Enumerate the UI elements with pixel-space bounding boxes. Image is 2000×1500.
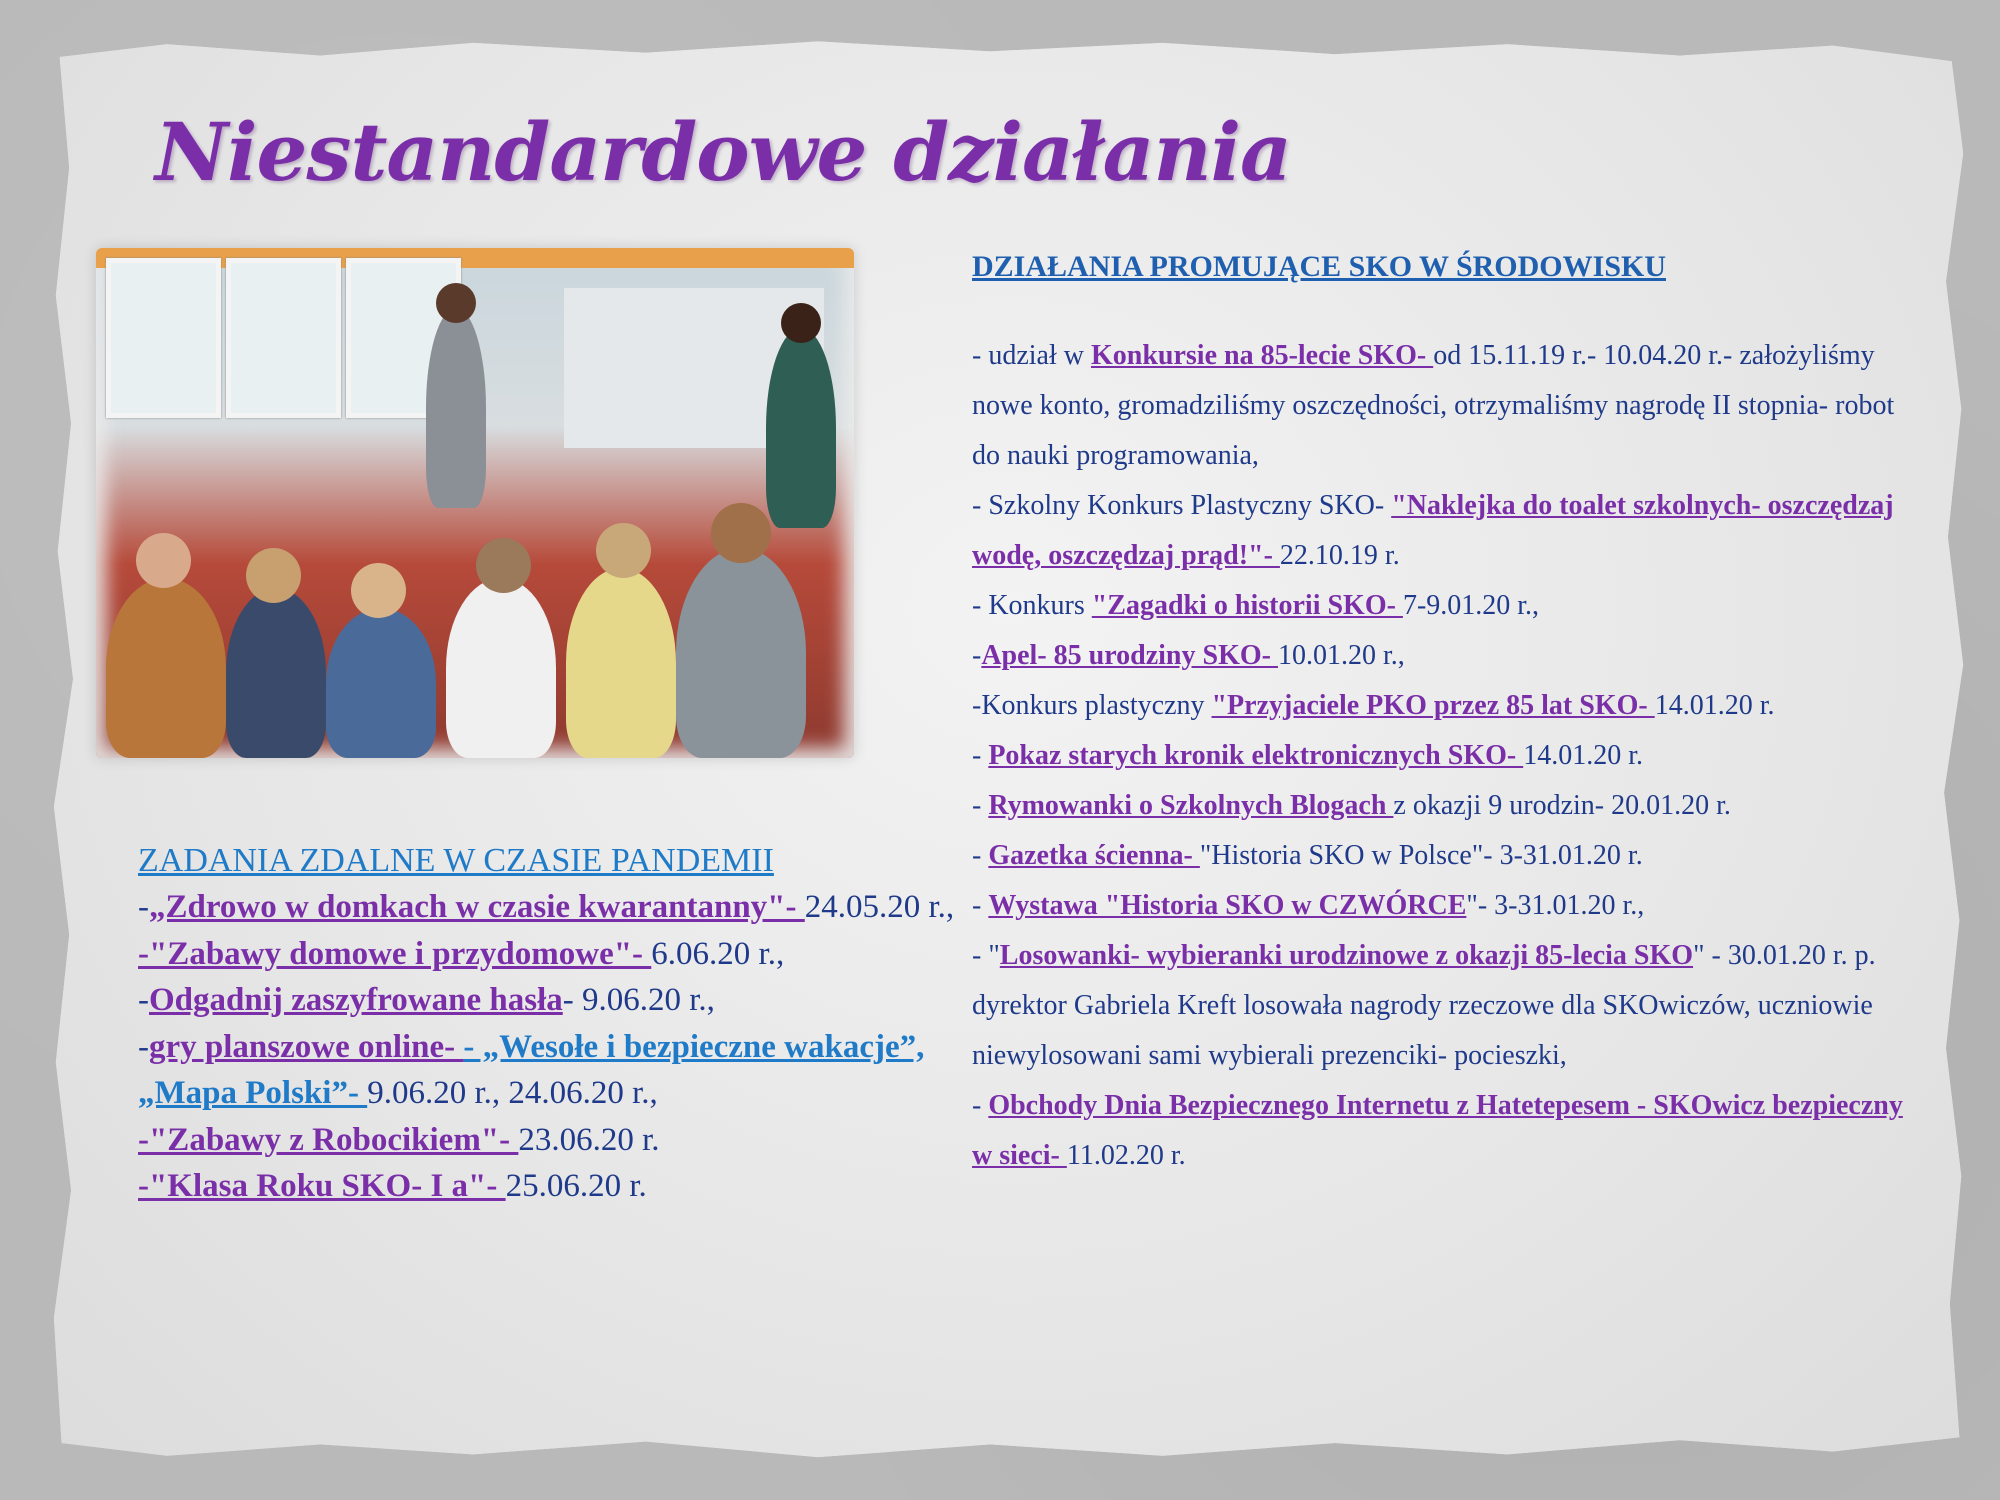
- page-title: Niestandardowe działania: [155, 105, 1291, 199]
- entry-text: - Konkurs: [972, 590, 1092, 621]
- entry-link[interactable]: Konkursie na 85-lecie SKO-: [1090, 340, 1434, 371]
- entry-text: -: [972, 790, 989, 821]
- entry-text: 9.06.20 r., 24.06.20 r.,: [367, 1075, 658, 1111]
- remote-entry: [138, 884, 958, 931]
- photo-child: [106, 578, 226, 758]
- entry-text: 22.10.19 r.: [1279, 540, 1400, 571]
- promo-entry: [972, 1081, 1922, 1181]
- entry-text: -Konkurs plastyczny: [972, 690, 1212, 721]
- photo-child-head: [476, 538, 531, 593]
- photo-teacher: [766, 328, 836, 528]
- promo-entry: [972, 481, 1922, 581]
- entry-text: "Historia SKO w Polsce"- 3-31.01.20 r.: [1199, 840, 1643, 871]
- entry-text: -: [138, 889, 149, 925]
- entry-link[interactable]: gry planszowe online-: [149, 1028, 464, 1065]
- remote-section: [138, 838, 958, 1210]
- photo-child-head: [351, 563, 406, 618]
- photo-child-head: [711, 503, 771, 563]
- remote-entry: [138, 1024, 958, 1117]
- photo-window: [106, 258, 221, 418]
- entry-text: -: [972, 1090, 989, 1121]
- promo-entry: [972, 681, 1922, 731]
- promo-entry: [972, 331, 1922, 481]
- entry-text: 11.02.20 r.: [1066, 1140, 1186, 1171]
- promo-entry: [972, 631, 1922, 681]
- entry-text: - 9.06.20 r.,: [562, 982, 715, 1018]
- photo-teacher-head: [781, 303, 821, 343]
- entry-link[interactable]: Obchody Dnia Bezpiecznego Internetu z Hatetepesem - SKOwicz bezpieczny w sieci-: [972, 1090, 1903, 1171]
- photo-teacher: [426, 308, 486, 508]
- entry-text: 14.01.20 r.: [1654, 690, 1775, 721]
- entry-link[interactable]: Wystawa "Historia SKO w CZWÓRCE: [988, 890, 1467, 921]
- remote-entry: [138, 977, 958, 1024]
- remote-entry: [138, 1163, 958, 1210]
- entry-link[interactable]: "Zagadki o historii SKO-: [1091, 590, 1403, 621]
- entry-text: 10.01.20 r.,: [1277, 640, 1405, 671]
- entry-link[interactable]: „Zdrowo w domkach w czasie kwarantanny"-: [149, 889, 805, 925]
- entry-link[interactable]: Odgadnij zaszyfrowane hasła: [149, 982, 563, 1018]
- entry-text: 24.05.20 r.,: [804, 889, 955, 925]
- entry-text: -: [972, 740, 989, 771]
- photo-child: [446, 578, 556, 758]
- promo-entry: [972, 781, 1922, 831]
- entry-text: z okazji 9 urodzin- 20.01.20 r.: [1393, 790, 1731, 821]
- entry-link[interactable]: Losowanki- wybieranki urodzinowe z okazji 85-lecia SKO: [999, 940, 1694, 971]
- entry-text: 25.06.20 r.: [505, 1168, 647, 1204]
- promo-entry: [972, 581, 1922, 631]
- entry-link[interactable]: - „Wesołe i bezpieczne wakacje”, „Mapa Polski”-: [138, 1028, 925, 1111]
- photo-child: [326, 608, 436, 758]
- entry-link[interactable]: Gazetka ścienna-: [988, 840, 1200, 871]
- classroom-photo: [96, 248, 854, 758]
- entry-text: - Szkolny Konkurs Plastyczny SKO-: [972, 490, 1392, 521]
- entry-link[interactable]: -"Zabawy domowe i przydomowe"-: [138, 935, 652, 972]
- remote-entry: [138, 1117, 958, 1164]
- photo-child-head: [136, 533, 191, 588]
- remote-entry: [138, 931, 958, 978]
- entry-link[interactable]: Rymowanki o Szkolnych Blogach: [988, 790, 1394, 821]
- promo-section: [972, 245, 1922, 1181]
- photo-window: [226, 258, 341, 418]
- entry-link[interactable]: "Przyjaciele PKO przez 85 lat SKO-: [1211, 690, 1655, 721]
- entry-link[interactable]: Pokaz starych kronik elektronicznych SKO-: [988, 740, 1524, 771]
- photo-teacher-head: [436, 283, 476, 323]
- promo-entry: [972, 931, 1922, 1081]
- entry-text: "- 3-31.01.20 r.,: [1466, 890, 1645, 921]
- entry-text: 14.01.20 r.: [1523, 740, 1643, 771]
- photo-child-head: [596, 523, 651, 578]
- entry-text: 6.06.20 r.,: [651, 935, 785, 972]
- entry-text: -: [972, 640, 982, 671]
- promo-entry: [972, 831, 1922, 881]
- entry-text: " - 30.01.20 r. p. dyrektor Gabriela Kreft losowała nagrody rzeczowe dla SKOwiczów, uczniowie niewylosowani sami wybierali prezenciki- pocieszki,: [972, 940, 1876, 1071]
- promo-heading: DZIAŁANIA PROMUJĄCE SKO W ŚRODOWISKU: [972, 250, 1666, 283]
- photo-child: [226, 588, 326, 758]
- photo-child: [676, 548, 806, 758]
- entry-link[interactable]: "Naklejka do toalet szkolnych- oszczędzaj wodę, oszczędzaj prąd!"-: [972, 490, 1894, 571]
- remote-heading: ZADANIA ZDALNE W CZASIE PANDEMII: [138, 842, 774, 879]
- entry-text: -: [138, 1028, 149, 1065]
- entry-text: -: [972, 890, 989, 921]
- entry-text: 23.06.20 r.: [518, 1121, 660, 1158]
- entry-text: 7-9.01.20 r.,: [1402, 590, 1540, 621]
- entry-text: od 15.11.19 r.- 10.04.20 r.- założyliśmy nowe konto, gromadziliśmy oszczędności, otrzymaliśmy nagrodę II stopnia- robot do nauki programowania,: [972, 340, 1895, 471]
- entry-text: -: [972, 840, 989, 871]
- photo-child: [566, 568, 676, 758]
- entry-link[interactable]: -"Klasa Roku SKO- I a"-: [138, 1168, 506, 1204]
- entry-text: -: [138, 982, 149, 1018]
- entry-text: - ": [972, 940, 1000, 971]
- entry-text: - udział w: [972, 340, 1091, 371]
- entry-link[interactable]: Apel- 85 urodziny SKO-: [981, 640, 1278, 671]
- photo-child-head: [246, 548, 301, 603]
- entry-link[interactable]: -"Zabawy z Robocikiem"-: [138, 1121, 519, 1158]
- promo-entry: [972, 731, 1922, 781]
- promo-entry: [972, 881, 1922, 931]
